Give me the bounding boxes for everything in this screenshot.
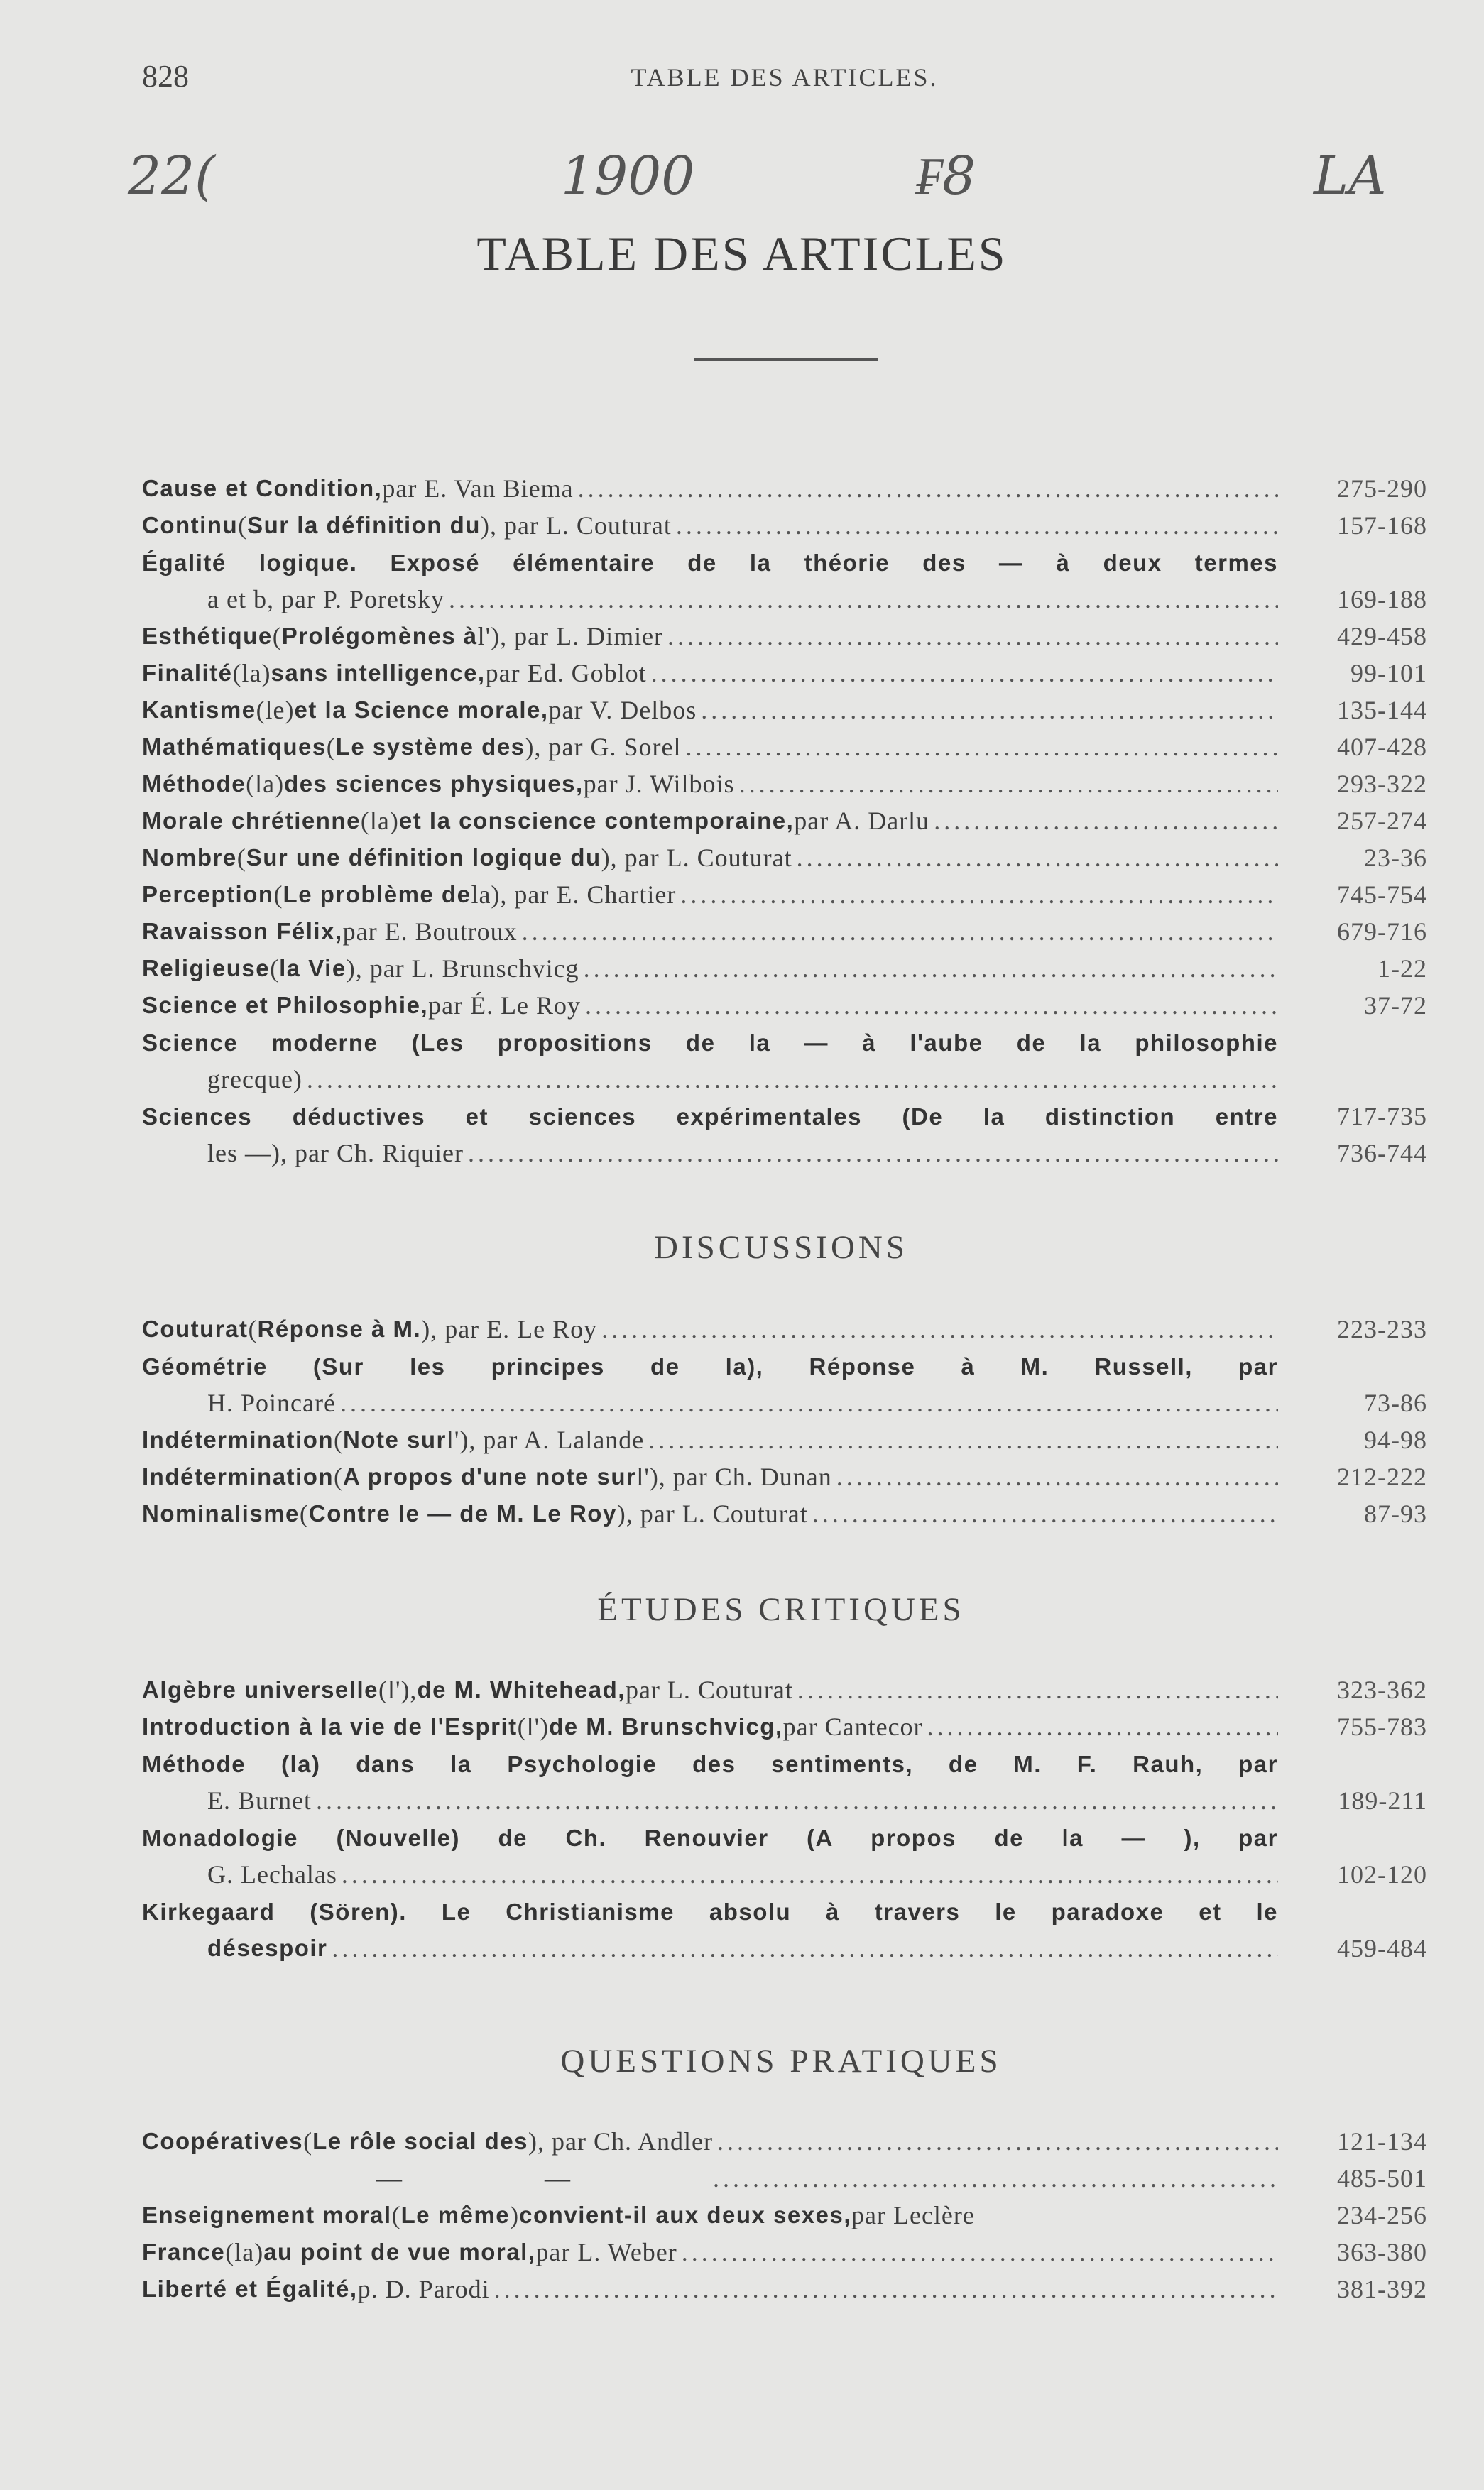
title-rule [694, 358, 878, 361]
page-range: 99-101 [1351, 659, 1427, 687]
page-range: 745-754 [1337, 880, 1427, 909]
page-range: 275-290 [1337, 474, 1427, 503]
handwritten-note: 22( [128, 146, 216, 207]
section-title-etudes-critiques: ÉTUDES CRITIQUES [597, 1591, 965, 1628]
page-range: 485-501 [1337, 2164, 1427, 2193]
page-range: 323-362 [1337, 1676, 1427, 1704]
page-range: 87-93 [1364, 1500, 1427, 1528]
list-item: Méthode (la) dans la Psychologie des sentiments, de M. F. Rauh, par E. Burnet ..... 189-211 [142, 1745, 1427, 1819]
page-range: 189-211 [1338, 1786, 1427, 1815]
etudes-critiques-list [142, 1671, 1427, 1967]
page-range: 94-98 [1364, 1426, 1427, 1454]
handwritten-year: 1900 [561, 146, 695, 207]
page-range: 459-484 [1337, 1934, 1427, 1962]
list-item: Indétermination ( A propos d'une note sur l'), par Ch. Dunan ..... 212-222 [142, 1458, 1427, 1495]
page-range: 157-168 [1337, 511, 1427, 540]
questions-pratiques-list [142, 2123, 1427, 2308]
page-range: 37-72 [1364, 991, 1427, 1020]
page-range: 169-188 [1337, 585, 1427, 613]
list-item: Finalité (la) sans intelligence, par Ed. Goblot ..... 99-101 [142, 655, 1427, 692]
page-range: 102-120 [1337, 1860, 1427, 1889]
running-title: TABLE DES ARTICLES. [631, 63, 939, 92]
list-item: Morale chrétienne (la) et la conscience contemporaine, par A. Darlu ..... 257-274 [142, 802, 1427, 839]
list-item: Sciences déductives et sciences expérimentales (De la distinction entre les —), par Ch. Riquier ..... 717-735 736-744 [142, 1098, 1427, 1172]
page-number: 828 [142, 59, 189, 94]
articles-list [142, 470, 1427, 1172]
page-range: 1-22 [1377, 954, 1427, 983]
list-item: Algèbre universelle (l'), de M. Whitehead, par L. Couturat ..... 323-362 [142, 1671, 1427, 1708]
list-item: Couturat ( Réponse à M. ), par E. Le Roy ..... 223-233 [142, 1311, 1427, 1348]
running-head [142, 58, 1427, 101]
page-range: 407-428 [1337, 733, 1427, 761]
list-item: Science et Philosophie, par É. Le Roy ..... 37-72 [142, 987, 1427, 1024]
section-title-discussions: DISCUSSIONS [654, 1229, 908, 1266]
list-item: Géométrie (Sur les principes de la), Réponse à M. Russell, par H. Poincaré ..... 73-86 [142, 1348, 1427, 1421]
list-item: Liberté et Égalité, p. D. Parodi ..... 381-392 [142, 2271, 1427, 2308]
list-item: — — ..... 485-501 [142, 2160, 1427, 2197]
list-item: Science moderne (Les propositions de la — à l'aube de la philosophie grecque) ..... [142, 1024, 1427, 1098]
list-item: Ravaisson Félix, par E. Boutroux ..... 679-716 [142, 913, 1427, 950]
list-item: Kantisme (le) et la Science morale, par V. Delbos ..... 135-144 [142, 692, 1427, 728]
list-item: Monadologie (Nouvelle) de Ch. Renouvier (A propos de la — ), par G. Lechalas ..... 102-120 [142, 1819, 1427, 1893]
page-range: 717-735 [1337, 1102, 1427, 1130]
list-item: Méthode (la) des sciences physiques, par J. Wilbois ..... 293-322 [142, 765, 1427, 802]
list-item: Continu ( Sur la définition du ), par L. Couturat ..... 157-168 [142, 507, 1427, 544]
handwritten-initials: LA [1314, 146, 1387, 207]
list-item: Enseignement moral ( Le même ) convient-il aux deux sexes, par Leclère 234-256 [142, 2197, 1427, 2234]
list-item: Nominalisme ( Contre le — de M. Le Roy ), par L. Couturat ..... 87-93 [142, 1495, 1427, 1532]
list-item: Cause et Condition, par E. Van Biema ..... 275-290 [142, 470, 1427, 507]
list-item: Religieuse ( la Vie ), par L. Brunschvicg ..... 1-22 [142, 950, 1427, 987]
page-range: 381-392 [1337, 2275, 1427, 2303]
page-range: 73-86 [1364, 1389, 1427, 1417]
page-range: 429-458 [1337, 622, 1427, 650]
list-item: Mathématiques ( Le système des ), par G. Sorel ..... 407-428 [142, 728, 1427, 765]
list-item: France (la) au point de vue moral, par L. Weber ..... 363-380 [142, 2234, 1427, 2271]
list-item: Perception ( Le problème de la), par E. Chartier ..... 745-754 [142, 876, 1427, 913]
list-item: Nombre ( Sur une définition logique du ), par L. Couturat ..... 23-36 [142, 839, 1427, 876]
discussions-list [142, 1311, 1427, 1532]
page-range: 257-274 [1337, 807, 1427, 835]
list-item: Coopératives ( Le rôle social des ), par Ch. Andler ..... 121-134 [142, 2123, 1427, 2160]
list-item: Kirkegaard (Sören). Le Christianisme absolu à travers le paradoxe et le désespoir ..... 459-484 [142, 1893, 1427, 1967]
section-title-questions-pratiques: QUESTIONS PRATIQUES [560, 2043, 1002, 2080]
page-range: 234-256 [1337, 2201, 1427, 2229]
list-item: Introduction à la vie de l'Esprit (l') de M. Brunschvicg, par Cantecor ..... 755-783 [142, 1708, 1427, 1745]
page-range: 212-222 [1337, 1463, 1427, 1491]
list-item: Indétermination ( Note sur l'), par A. Lalande ..... 94-98 [142, 1421, 1427, 1458]
page-range: 135-144 [1337, 696, 1427, 724]
page-range: 23-36 [1364, 843, 1427, 872]
page-range: 223-233 [1337, 1315, 1427, 1343]
list-item: Esthétique ( Prolégomènes à l'), par L. Dimier ..... 429-458 [142, 618, 1427, 655]
page-range: 293-322 [1337, 770, 1427, 798]
page-range: 363-380 [1337, 2238, 1427, 2266]
page-title: TABLE DES ARTICLES [476, 226, 1008, 280]
list-item: Égalité logique. Exposé élémentaire de la théorie des — à deux termes a et b, par P. Poretsky ..... 169-188 [142, 544, 1427, 618]
page-range: 679-716 [1337, 917, 1427, 946]
handwritten-mark: ₣8 [916, 146, 976, 207]
page-range: 121-134 [1337, 2127, 1427, 2156]
page-range: 755-783 [1337, 1713, 1427, 1741]
page-range: 736-744 [1337, 1139, 1427, 1167]
